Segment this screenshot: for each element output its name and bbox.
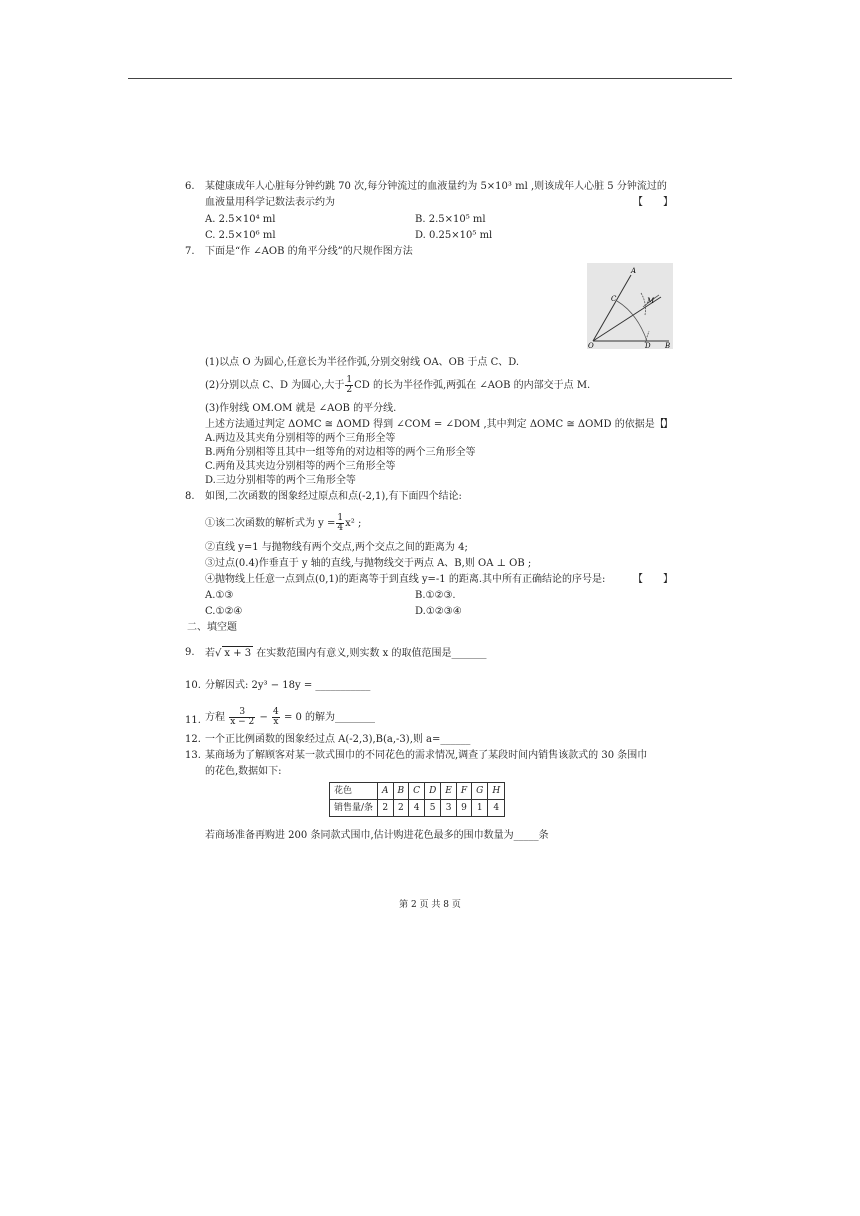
svg-text:M: M <box>647 297 655 305</box>
table-cell: 2 <box>378 800 394 817</box>
table-cell: 1 <box>472 800 488 817</box>
table-row <box>330 800 505 817</box>
header-rule <box>128 78 732 79</box>
section-heading-fill-in: 二、填空题 <box>187 622 237 633</box>
table-cell: D <box>425 783 441 800</box>
svg-text:A: A <box>631 267 637 275</box>
table-cell: C <box>409 783 425 800</box>
table-cell: A <box>378 783 394 800</box>
angle-bisector-figure <box>587 263 673 349</box>
table-cell: 5 <box>425 800 441 817</box>
table-cell: G <box>472 783 488 800</box>
fraction-4-over-x: $\frac{4}{x}$ <box>273 707 279 727</box>
table-cell: 9 <box>456 800 471 817</box>
svg-text:O: O <box>588 342 594 349</box>
svg-text:B: B <box>665 342 671 349</box>
table-cell: 4 <box>488 800 505 817</box>
fraction-half: $\frac{1}{2}$ <box>346 375 353 395</box>
table-cell: 4 <box>409 800 425 817</box>
page-footer: 第 2 页 共 8 页 <box>399 900 461 910</box>
table-cell: 2 <box>393 800 409 817</box>
table-cell: 销售量/条 <box>330 800 378 817</box>
svg-text:D: D <box>645 342 651 349</box>
sqrt-radicand: x + 3 <box>224 648 252 659</box>
construction-diagram <box>587 263 673 349</box>
fraction-quarter: $\frac{1}{4}$ <box>337 513 344 533</box>
table-cell: H <box>488 783 505 800</box>
scarf-sales-table <box>329 782 505 817</box>
table-cell: 花色 <box>330 783 378 800</box>
svg-text:C: C <box>611 295 617 303</box>
table-cell: 3 <box>441 800 457 817</box>
table-header-row <box>330 783 505 800</box>
table-cell: F <box>456 783 471 800</box>
table-cell: B <box>393 783 409 800</box>
table-cell: E <box>441 783 457 800</box>
fraction-3-over-x-minus-2: $\frac{3}{x - 2}$ <box>230 707 255 727</box>
